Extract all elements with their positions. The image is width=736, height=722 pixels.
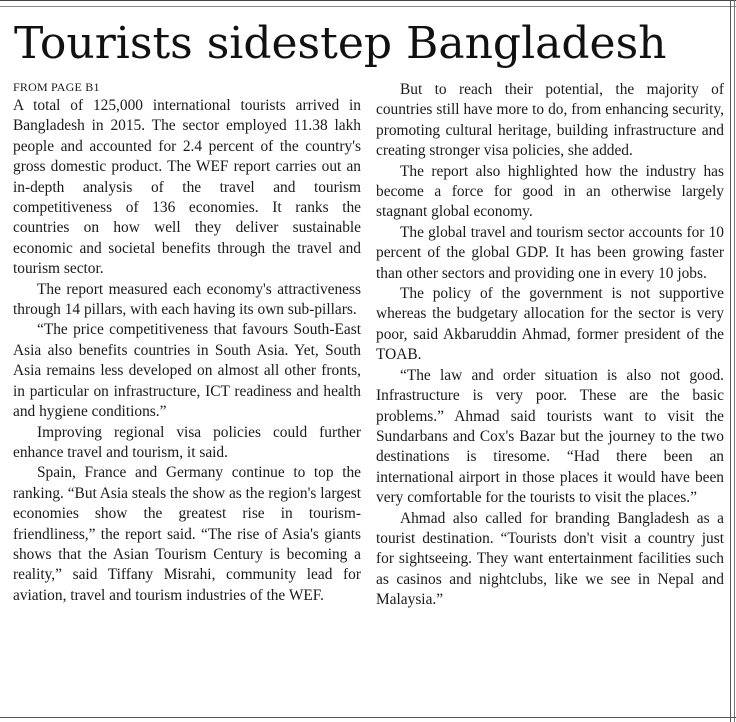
right-column <box>376 80 724 611</box>
top-rule <box>0 0 736 7</box>
paragraph: Spain, France and Germany continue to top the ranking. “But Asia steals the show as the region's largest economies show the greatest rise in tourism-friendliness,” the report said. “The rise of Asia's giants shows that the Asian Tourism Century is becoming a reality,” said Tiffany Misrahi, community lead for aviation, travel and tourism industries of the WEF. <box>13 464 361 604</box>
right-edge-rule <box>734 0 735 722</box>
kicker: FROM PAGE B1 <box>13 80 100 94</box>
paragraph: Improving regional visa policies could further enhance travel and tourism, it said. <box>13 423 361 461</box>
paragraph: The report measured each economy's attractiveness through 14 pillars, with each having its own sub-pillars. <box>13 280 361 319</box>
paragraph: “The price competitiveness that favours South-East Asia also benefits countries in South Asia. Yet, South Asia remains less developed on almost all other fronts, in particular on infrastructure, ICT readiness and health and hygiene conditions.” <box>13 321 361 421</box>
paragraph: The report also highlighted how the industry has become a force for good in an otherwise largely stagnant global economy. <box>376 162 724 221</box>
bottom-rule <box>0 717 736 718</box>
paragraph: But to reach their potential, the majority of countries still have more to do, from enhancing security, promoting cultural heritage, building infrastructure and creating stronger visa policies, she added. <box>376 81 724 160</box>
left-column <box>13 80 361 606</box>
headline: Tourists sidestep Bangladesh <box>14 18 667 69</box>
paragraph: A total of 125,000 international tourists arrived in Bangladesh in 2015. The sector employed 11.38 lakh people and accounted for 2.4 percent of the country's gross domestic product. The WEF report carries out an in-depth analysis of the travel and tourism competitiveness of 136 economies. It ranks the countries on how well they deliver sustainable economic and societal benefits through the travel and tourism sector. <box>13 97 361 278</box>
paragraph: Ahmad also called for branding Bangladesh as a tourist destination. “Tourists don't visit a country just for sightseeing. They want entertainment facilities such as casinos and nightclubs, like we see in Nepal and Malaysia.” <box>376 509 724 609</box>
paragraph: The global travel and tourism sector accounts for 10 percent of the global GDP. It has been growing faster than other sectors and providing one in every 10 jobs. <box>376 223 724 282</box>
paragraph: “The law and order situation is also not good. Infrastructure is very poor. These are the basic problems.” Ahmad said tourists want to visit the Sundarbans and Cox's Bazar but the journey to the two destinations is tiresome. “Had there been an international airport in those places it would have been very comfortable for the tourists to visit the places.” <box>376 366 724 507</box>
paragraph: The policy of the government is not supportive whereas the budgetary allocation for the sector is very poor, said Akbaruddin Ahmad, former president of the TOAB. <box>376 285 724 364</box>
right-rule <box>730 0 731 722</box>
